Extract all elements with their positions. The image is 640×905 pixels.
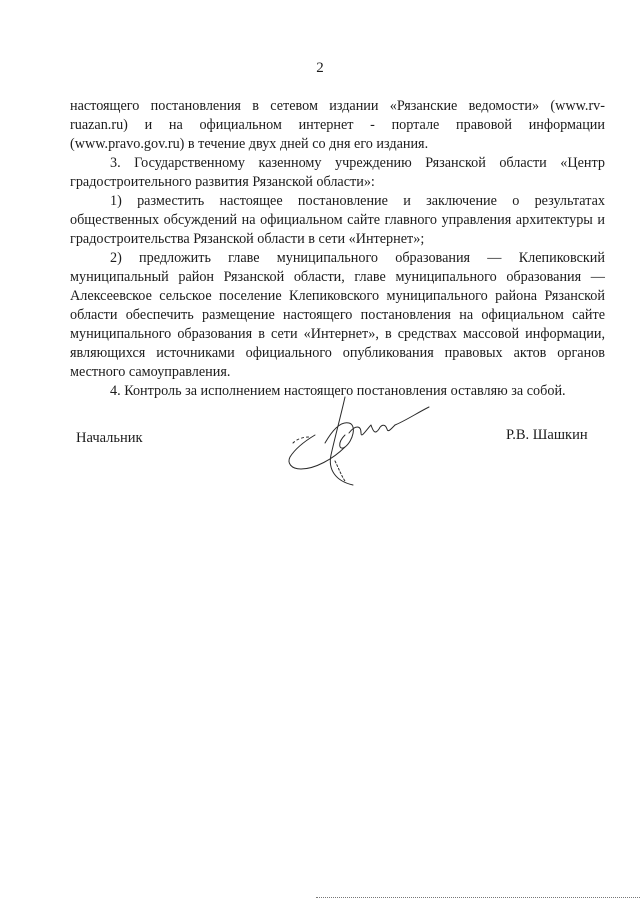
paragraph-subitem-1: 1) разместить настоящее постановление и заключение о результатах общественных обсуждений на официальном сайте главного управления архитектуры и градостроительства Рязанской области в сети «Интернет»; [70,193,605,247]
paragraph-publication: настоящего постановления в сетевом издании «Рязанские ведомости» (www.rv-ruazan.ru) и на официальном интернет - портале правовой информации (www.pravo.gov.ru) в течение двух дней со дня его издания. [70,98,605,152]
handwritten-signature [275,385,445,495]
paragraph-subitem-2: 2) предложить главе муниципального образования — Клепиковский муниципальный район Рязанской области, главе муниципального образования — Алексеевское сельское поселение Клепиковского муниципального района Рязанской области обеспечить размещение настоящего постановления на официальном сайте муниципального образования в сети «Интернет», в средствах массовой информации, являющихся источниками официального опубликования правовых актов органов местного самоуправления. [70,250,605,380]
footer-dotted-line [316,897,640,898]
page-number: 2 [316,60,324,76]
signatory-role: Начальник [76,430,143,446]
paragraph-item-3: 3. Государственному казенному учреждению Рязанской области «Центр градостроительного развития Рязанской области»: [70,155,605,190]
signatory-name: Р.В. Шашкин [506,427,588,443]
paragraph-item-4: 4. Контроль за исполнением настоящего постановления оставляю за собой. [110,383,566,399]
document-body [70,97,605,401]
